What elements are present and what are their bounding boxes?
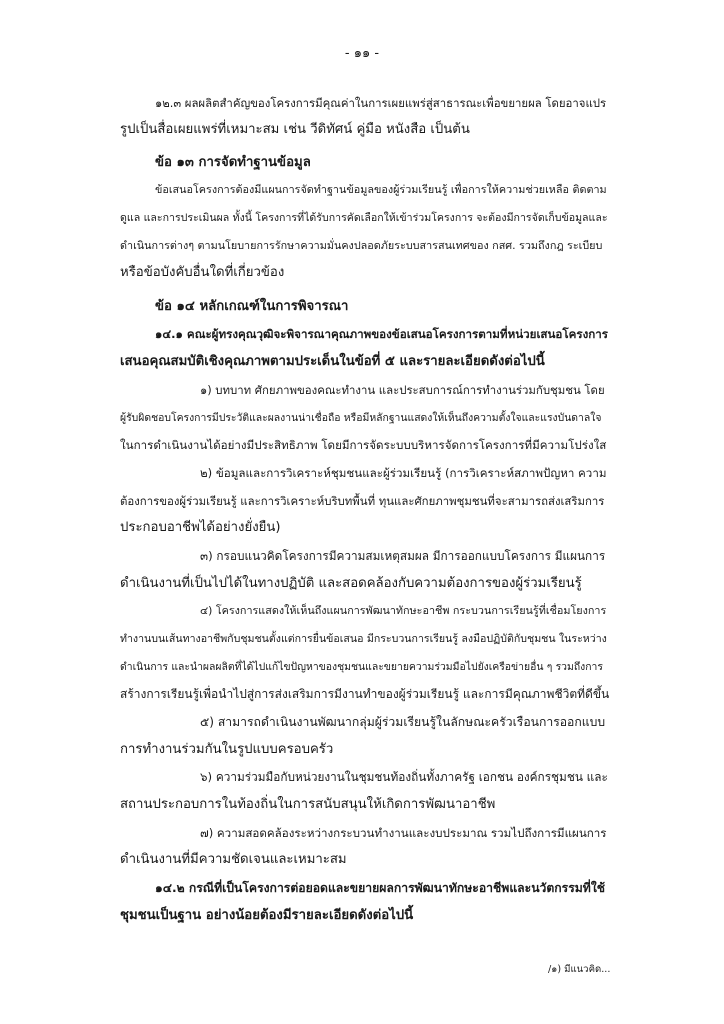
para-13-line-3: ดำเนินการต่างๆ ตามนโยบายการรักษาความมั่นคงปลอดภัยระบบสารสนเทศของ กสศ. รวมถึงกฎ ระเบียบ [120, 239, 603, 252]
item-3-line-2: ดำเนินงานที่เป็นไปได้ในทางปฏิบัติ และสอดคล้องกับความต้องการของผู้ร่วมเรียนรู้ [120, 576, 582, 591]
heading-14-1-line-1: ๑๔.๑ คณะผู้ทรงคุณวุฒิจะพิจารณาคุณภาพของข้อเสนอโครงการตามที่หน่วยเสนอโครงการ [155, 327, 608, 341]
item-2-line-2: ต้องการของผู้ร่วมเรียนรู้ และการวิเคราะห์บริบทพื้นที่ ทุนและศักยภาพชุมชนที่จะสามารถส่งเสริมการ [120, 494, 605, 508]
para-12-3-line-2: รูปเป็นสื่อเผยแพร่ที่เหมาะสม เช่น วีดิทัศน์ คู่มือ หนังสือ เป็นต้น [120, 122, 470, 137]
item-4-line-2: ทำงานบนเส้นทางอาชีพกับชุมชนตั้งแต่การยื่นข้อเสนอ มีกระบวนการเรียนรู้ ลงมือปฏิบัติกับชุมชน ในระหว่าง [120, 633, 607, 645]
para-13-line-2: ดูแล และการประเมินผล ทั้งนี้ โครงการที่ได้รับการคัดเลือกให้เข้าร่วมโครงการ จะต้องมีการจัดเก็บข้อมูลและ [120, 212, 608, 224]
item-7-line-2: ดำเนินงานที่มีความชัดเจนและเหมาะสม [120, 852, 347, 867]
para-12-3-line-1: ๑๒.๓ ผลผลิตสำคัญของโครงการมีคุณค่าในการเผยแพร่สู่สาธารณะเพื่อขยายผล โดยอาจแปร [155, 96, 607, 110]
item-5-line-1: ๕) สามารถดำเนินงานพัฒนากลุ่มผู้ร่วมเรียนรู้ในลักษณะครัวเรือนการออกแบบ [200, 715, 606, 729]
item-5-line-2: การทำงานร่วมกันในรูปแบบครอบครัว [120, 742, 334, 757]
item-2-line-1: ๒) ข้อมูลและการวิเคราะห์ชุมชนและผู้ร่วมเรียนรู้ (การวิเคราะห์สภาพปัญหา ความ [200, 466, 607, 480]
item-6-line-1: ๖) ความร่วมมือกับหน่วยงานในชุมชนท้องถิ่นทั้งภาครัฐ เอกชน องค์กรชุมชน และ [200, 770, 608, 784]
item-1-line-3: ในการดำเนินงานได้อย่างมีประสิทธิภาพ โดยมีการจัดระบบบริหารจัดการโครงการที่มีความโปร่งใส [120, 438, 607, 452]
item-4-line-3: ดำเนินการ และนำผลผลิตที่ได้ไปแก้ไขปัญหาของชุมชนและขยายความร่วมมือไปยังเครือข่ายอื่น ๆ รวมถึงการ [120, 661, 603, 673]
para-13-line-4: หรือข้อบังคับอื่นใดที่เกี่ยวข้อง [120, 265, 285, 280]
item-1-line-1: ๑) บทบาท ศักยภาพของคณะทำงาน และประสบการณ์การทำงานร่วมกับชุมชน โดย [200, 383, 605, 397]
item-4-line-1: ๔) โครงการแสดงให้เห็นถึงแผนการพัฒนาทักษะอาชีพ กระบวนการเรียนรู้ที่เชื่อมโยงการ [200, 604, 607, 617]
continuation-marker: /๑) มีแนวคิด... [548, 964, 611, 975]
item-6-line-2: สถานประกอบการในท้องถิ่นในการสนับสนุนให้เกิดการพัฒนาอาชีพ [120, 797, 496, 812]
heading-section-13: ข้อ ๑๓ การจัดทำฐานข้อมูล [155, 155, 311, 170]
item-7-line-1: ๗) ความสอดคล้องระหว่างกระบวนทำงานและงบประมาณ รวมไปถึงการมีแผนการ [200, 826, 607, 840]
heading-14-2-line-2: ชุมชนเป็นฐาน อย่างน้อยต้องมีรายละเอียดดังต่อไปนี้ [120, 908, 414, 923]
item-4-line-4: สร้างการเรียนรู้เพื่อนำไปสู่การส่งเสริมการมีงานทำของผู้ร่วมเรียนรู้ และการมีคุณภาพชีวิตที่ดีขึ้น [120, 687, 610, 701]
heading-14-2-line-1: ๑๔.๒ กรณีที่เป็นโครงการต่อยอดและขยายผลการพัฒนาทักษะอาชีพและนวัตกรรมที่ใช้ [155, 881, 606, 895]
item-1-line-2: ผู้รับผิดชอบโครงการมีประวัติและผลงานน่าเชื่อถือ หรือมีหลักฐานแสดงให้เห็นถึงความตั้งใจและแรงบันดาลใจ [120, 412, 602, 424]
heading-section-14: ข้อ ๑๔ หลักเกณฑ์ในการพิจารณา [155, 299, 349, 314]
page-number: - ๑๑ - [344, 46, 380, 61]
heading-14-1-line-2: เสนอคุณสมบัติเชิงคุณภาพตามประเด็นในข้อที่ ๕ และรายละเอียดดังต่อไปนี้ [120, 354, 545, 369]
item-2-line-3: ประกอบอาชีพได้อย่างยั่งยืน) [120, 520, 281, 535]
para-13-line-1: ข้อเสนอโครงการต้องมีแผนการจัดทำฐานข้อมูลของผู้ร่วมเรียนรู้ เพื่อการให้ความช่วยเหลือ ติดตาม [155, 183, 607, 196]
item-3-line-1: ๓) กรอบแนวคิดโครงการมีความสมเหตุสมผล มีการออกแบบโครงการ มีแผนการ [200, 549, 606, 563]
